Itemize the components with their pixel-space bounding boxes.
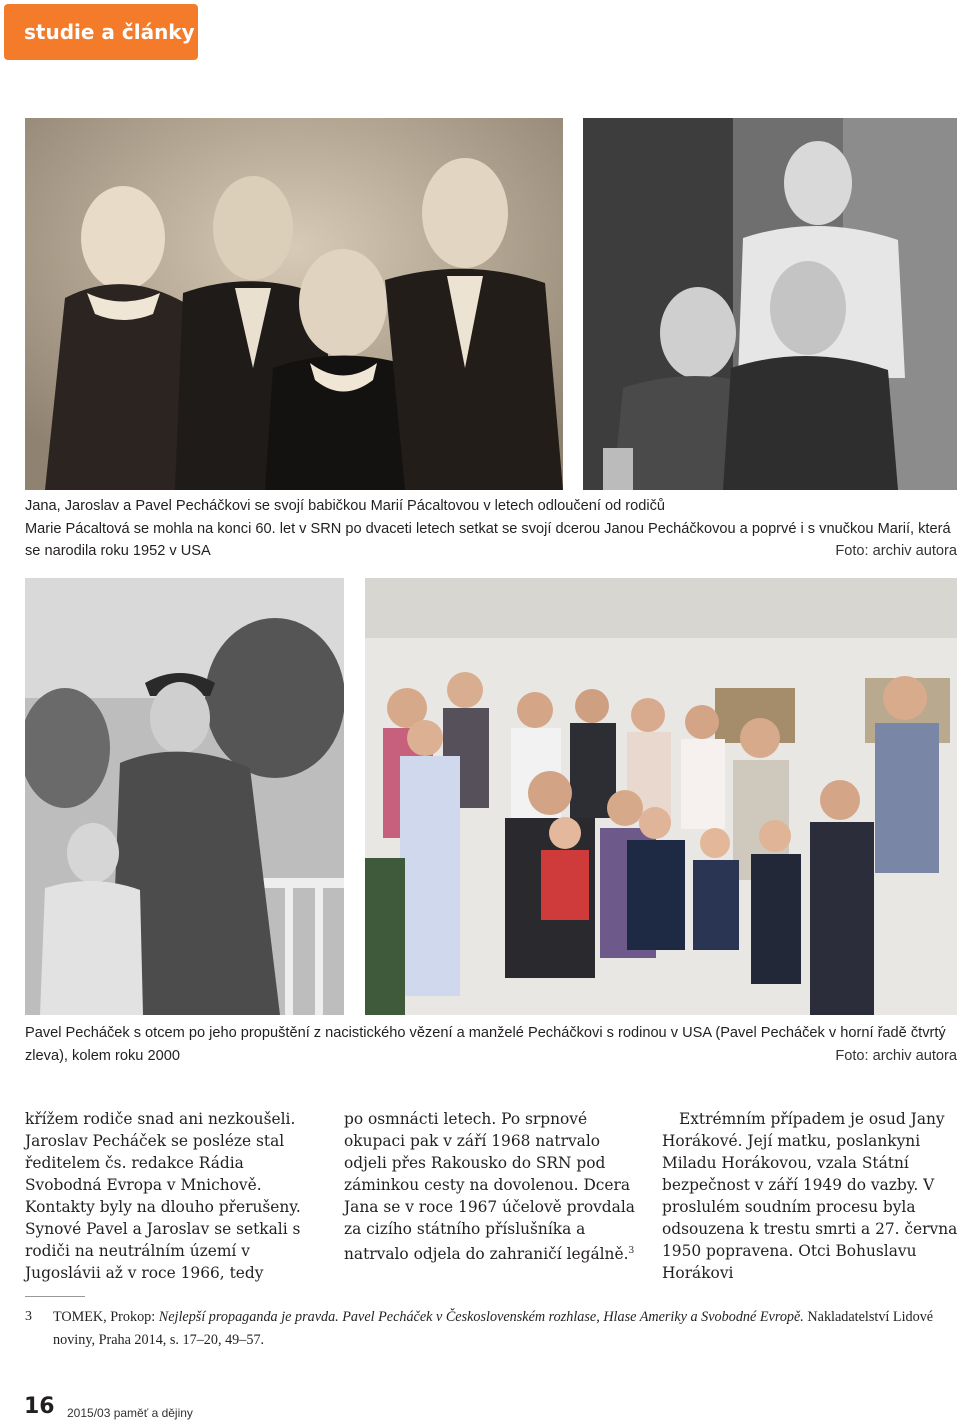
footnote-author: TOMEK, Prokop: [53, 1309, 159, 1325]
paragraph [344, 1108, 640, 1265]
footnote-divider [25, 1296, 85, 1297]
footnote-publisher: Nakladatelství Lidové noviny, Praha 2014, s. 17–20, 49–57. [53, 1309, 934, 1348]
footnote-text [53, 1306, 957, 1352]
caption-line: Jana, Jaroslav a Pavel Pecháčkovi se svojí babičkou Marií Pácaltovou v letech odloučení od rodičů [25, 498, 666, 514]
photo-father-and-son [25, 578, 344, 1015]
caption-photos-bottom [25, 1022, 957, 1067]
photo-three-women [583, 118, 957, 490]
caption-line [25, 1045, 957, 1068]
photo-credit: Foto: archiv autora [835, 543, 957, 559]
paragraph: Extrémním případem je osud Jany Horákové. Její matku, poslankyni Miladu Horákovou, vzala Státní bezpečnost v září 1949 do vazby. V proslulém soudním procesu byla odsouzena k trestu smrti a 27. června 1950 popravena. Otci Bohuslavu Horákovi [662, 1110, 958, 1282]
journal-name: 2015/03 paměť a dějiny [67, 1406, 193, 1420]
paragraph-text: po osmnácti letech. Po srpnové okupaci pak v září 1968 natrvalo odjeli přes Rakousko do SRN pod záminkou cesty na dovolenou. Dcera Jana se v roce 1967 účelově provdala za cizího státního příslušníka a natrvalo odjela do zahraničí legálně. [344, 1110, 635, 1263]
footnote-number: 3 [25, 1309, 32, 1324]
page-number: 16 [24, 1394, 55, 1419]
footnote-title: Nejlepší propaganda je pravda. Pavel Pecháček v Československém rozhlase, Hlase Ameriky a Svobodné Evropě. [158, 1309, 804, 1325]
text-column-2 [344, 1108, 640, 1265]
photo-family-portrait [25, 118, 563, 490]
section-tab [4, 4, 198, 60]
caption-line: Marie Pácaltová se mohla na konci 60. let v SRN po dvaceti letech setkat se svojí dcerou Janou Pecháčkovou a poprvé i s vnučkou Marií, která [25, 520, 951, 537]
caption-text: se narodila roku 1952 v USA [25, 543, 211, 559]
photo-family-group-usa [365, 578, 957, 1015]
caption-photos-top [25, 495, 957, 563]
caption-text: zleva), kolem roku 2000 [25, 1047, 180, 1064]
paragraph: křížem rodiče snad ani nezkoušeli. Jaroslav Pecháček se posléze stal ředitelem čs. redakce Rádia Svobodná Evropa v Mnichově. Kontakty byly na dlouho přerušeny. Synové Pavel a Jaroslav se setkali s rodiči na neutrálním území v Jugoslávii až v roce 1966, tedy [25, 1110, 301, 1282]
photo-credit: Foto: archiv autora [835, 1047, 957, 1064]
text-column-1 [25, 1108, 321, 1284]
text-column-3 [662, 1108, 958, 1284]
footnote-reference[interactable]: 3 [628, 1246, 635, 1256]
caption-line: Pavel Pecháček s otcem po jeho propuštění z nacistického vězení a manželé Pecháčkovi s rodinou v USA (Pavel Pecháček v horní řadě čtvrtý [25, 1025, 946, 1041]
section-tab-label: studie a články [24, 20, 195, 44]
caption-line [25, 540, 957, 563]
